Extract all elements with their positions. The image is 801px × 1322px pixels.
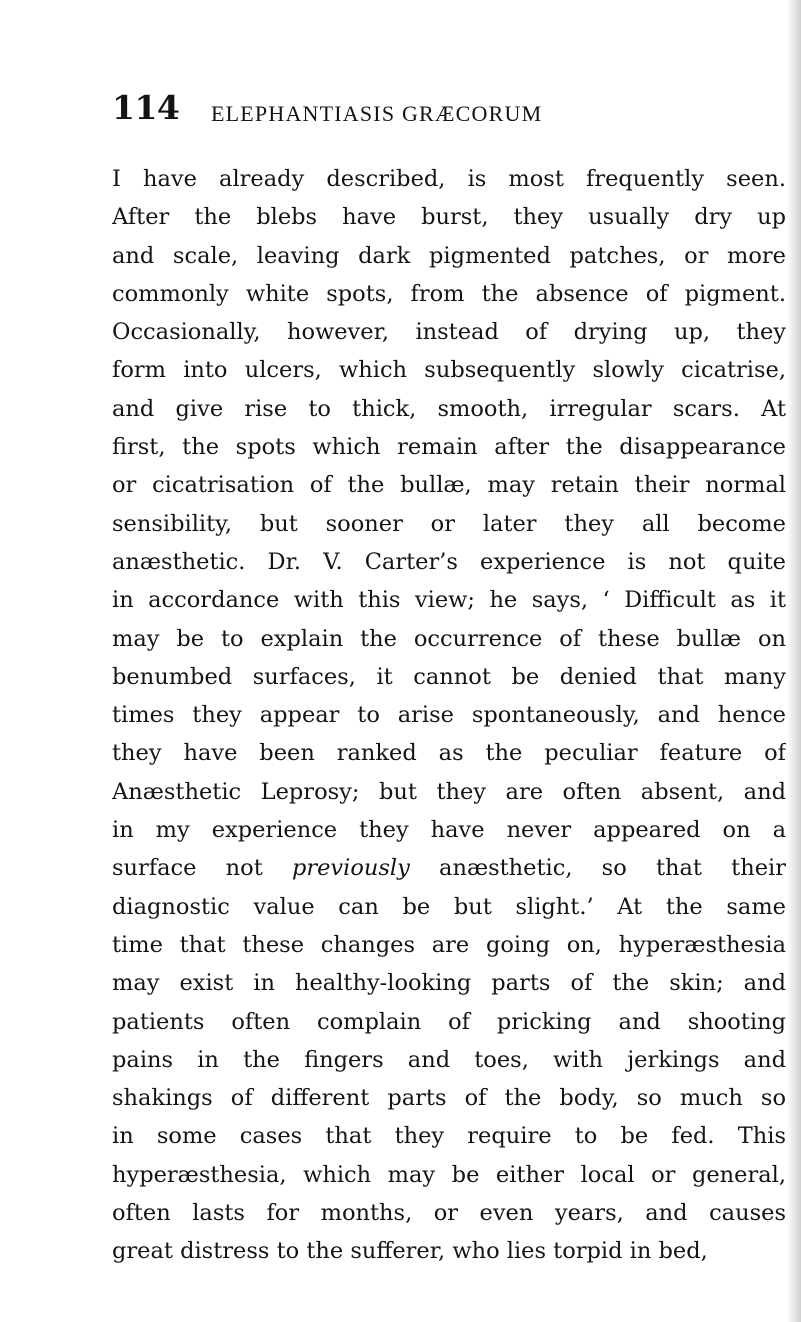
page-header	[112, 88, 712, 132]
text-line: may exist in healthy-looking parts of the skin; and	[112, 970, 786, 997]
text-line: or cicatrisation of the bullæ, may retain their normal	[112, 472, 786, 499]
text-line: form into ulcers, which subsequently slowly cicatrise,	[112, 357, 786, 384]
text-line: shakings of different parts of the body, so much so	[112, 1085, 786, 1112]
text-line: and scale, leaving dark pigmented patches, or more	[112, 242, 786, 269]
text-line: times they appear to arise spontaneously, and hence	[112, 702, 786, 729]
text-segment: anæsthetic, so that their	[409, 855, 786, 882]
text-line: in some cases that they require to be fed. This	[112, 1123, 786, 1150]
text-line: may be to explain the occurrence of these bullæ on	[112, 625, 786, 652]
page-number: 114	[112, 88, 180, 127]
text-line: benumbed surfaces, it cannot be denied that many	[112, 663, 786, 690]
body-text	[112, 160, 786, 1271]
text-line: great distress to the sufferer, who lies torpid in bed,	[112, 1238, 708, 1265]
text-line: Anæsthetic Leprosy; but they are often absent, and	[112, 778, 786, 805]
text-line: diagnostic value can be but slight.’ At the same	[112, 893, 786, 920]
text-segment: surface not	[112, 855, 292, 882]
text-line: After the blebs have burst, they usually dry up	[112, 204, 786, 231]
text-line: sensibility, but sooner or later they all become	[112, 510, 786, 537]
text-line: commonly white spots, from the absence of pigment.	[112, 280, 786, 307]
text-line: in my experience they have never appeared on a	[112, 817, 786, 844]
text-line: patients often complain of pricking and shooting	[112, 1008, 786, 1035]
text-line: and give rise to thick, smooth, irregular scars. At	[112, 395, 786, 422]
text-line: first, the spots which remain after the disappearance	[112, 434, 786, 461]
text-line: anæsthetic. Dr. V. Carter’s experience is not quite	[112, 548, 786, 575]
page-edge-shadow	[787, 0, 801, 1322]
text-line: hyperæsthesia, which may be either local or general,	[112, 1161, 786, 1188]
text-line: often lasts for months, or even years, and causes	[112, 1200, 786, 1227]
text-line: I have already described, is most frequently seen.	[112, 166, 786, 192]
text-line: in accordance with this view; he says, ‘ Difficult as it	[112, 587, 786, 614]
text-line: Occasionally, however, instead of drying up, they	[112, 319, 786, 346]
italic-word: previously	[291, 855, 410, 882]
text-line: pains in the fingers and toes, with jerkings and	[112, 1046, 786, 1073]
text-line-with-italic	[112, 849, 786, 887]
running-head: ELEPHANTIASIS GRÆCORUM	[211, 101, 543, 126]
text-line: they have been ranked as the peculiar feature of	[112, 740, 786, 767]
text-line: time that these changes are going on, hyperæsthesia	[112, 931, 786, 958]
